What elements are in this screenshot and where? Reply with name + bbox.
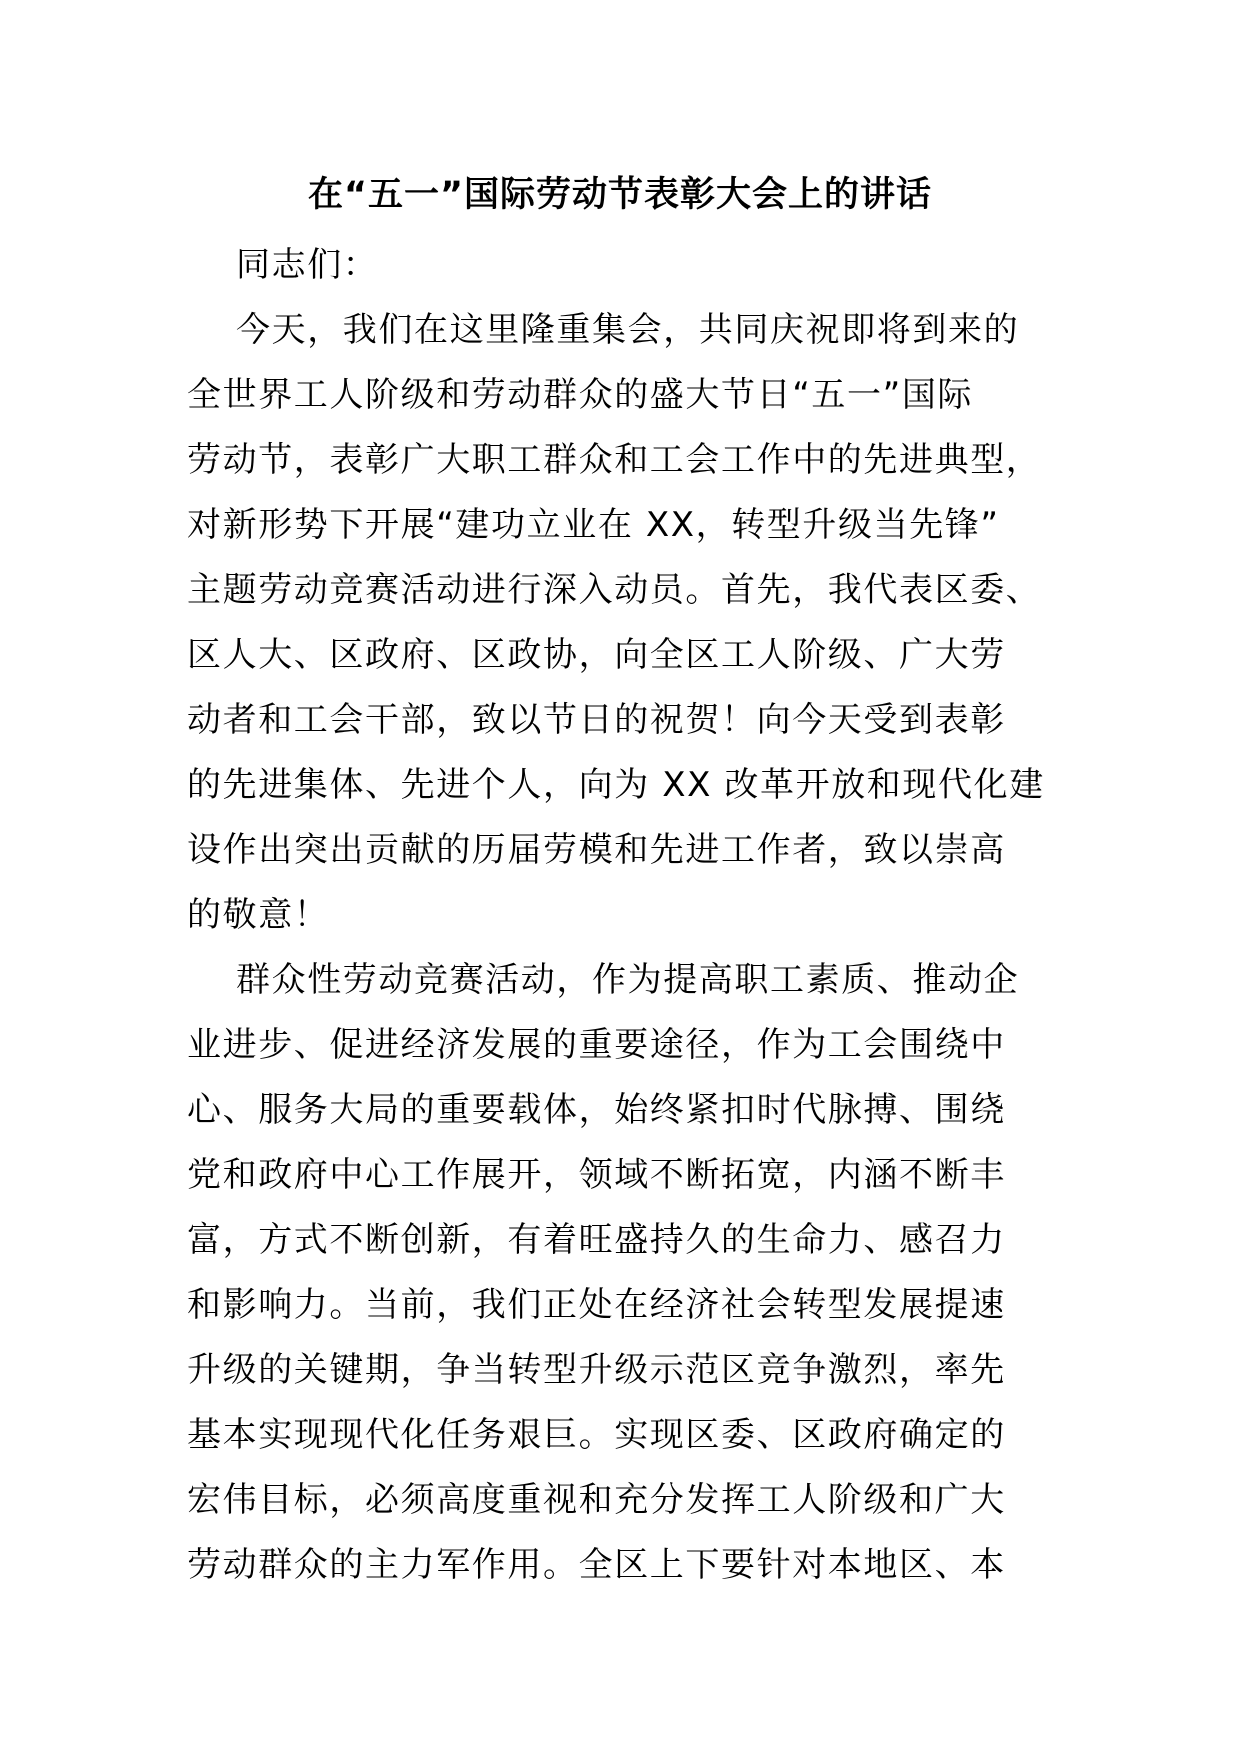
text-line: 今天，我们在这里隆重集会，共同庆祝即将到来的 (236, 310, 1020, 350)
document-title: 在“五一”国际劳动节表彰大会上的讲话 (307, 175, 932, 215)
text-line: 和影响力。当前，我们正处在经济社会转型发展提速 (187, 1285, 1006, 1325)
text-line: 全世界工人阶级和劳动群众的盛大节日“五一”国际 (187, 375, 974, 415)
document-body (187, 233, 1087, 1598)
text-line: 群众性劳动竞赛活动，作为提高职工素质、推动企 (236, 960, 1020, 1000)
text-line: 对新形势下开展“建功立业在 XX，转型升级当先锋” (187, 505, 1000, 545)
text-line: 设作出突出贡献的历届劳模和先进工作者，致以崇高 (187, 830, 1006, 870)
text-line: 的敬意！ (187, 895, 330, 935)
text-line: 区人大、区政府、区政协，向全区工人阶级、广大劳 (187, 635, 1006, 675)
text-line: 宏伟目标，必须高度重视和充分发挥工人阶级和广大 (187, 1480, 1006, 1520)
text-line: 的先进集体、先进个人，向为 XX 改革开放和现代化建 (187, 765, 1045, 805)
text-line: 劳动节，表彰广大职工群众和工会工作中的先进典型， (187, 440, 1042, 480)
text-line: 同志们： (236, 245, 379, 285)
text-line: 党和政府中心工作展开，领域不断拓宽，内涵不断丰 (187, 1155, 1006, 1195)
text-line: 心、服务大局的重要载体，始终紧扣时代脉搏、围绕 (187, 1090, 1006, 1130)
text-line: 基本实现现代化任务艰巨。实现区委、区政府确定的 (187, 1415, 1006, 1455)
text-line: 业进步、促进经济发展的重要途径，作为工会围绕中 (187, 1025, 1006, 1065)
text-line: 升级的关键期，争当转型升级示范区竞争激烈，率先 (187, 1350, 1006, 1390)
text-line: 主题劳动竞赛活动进行深入动员。首先，我代表区委、 (187, 570, 1042, 610)
text-line: 富，方式不断创新，有着旺盛持久的生命力、感召力 (187, 1220, 1006, 1260)
text-line: 劳动群众的主力军作用。全区上下要针对本地区、本 (187, 1545, 1006, 1585)
text-line: 动者和工会干部，致以节日的祝贺！向今天受到表彰 (187, 700, 1006, 740)
